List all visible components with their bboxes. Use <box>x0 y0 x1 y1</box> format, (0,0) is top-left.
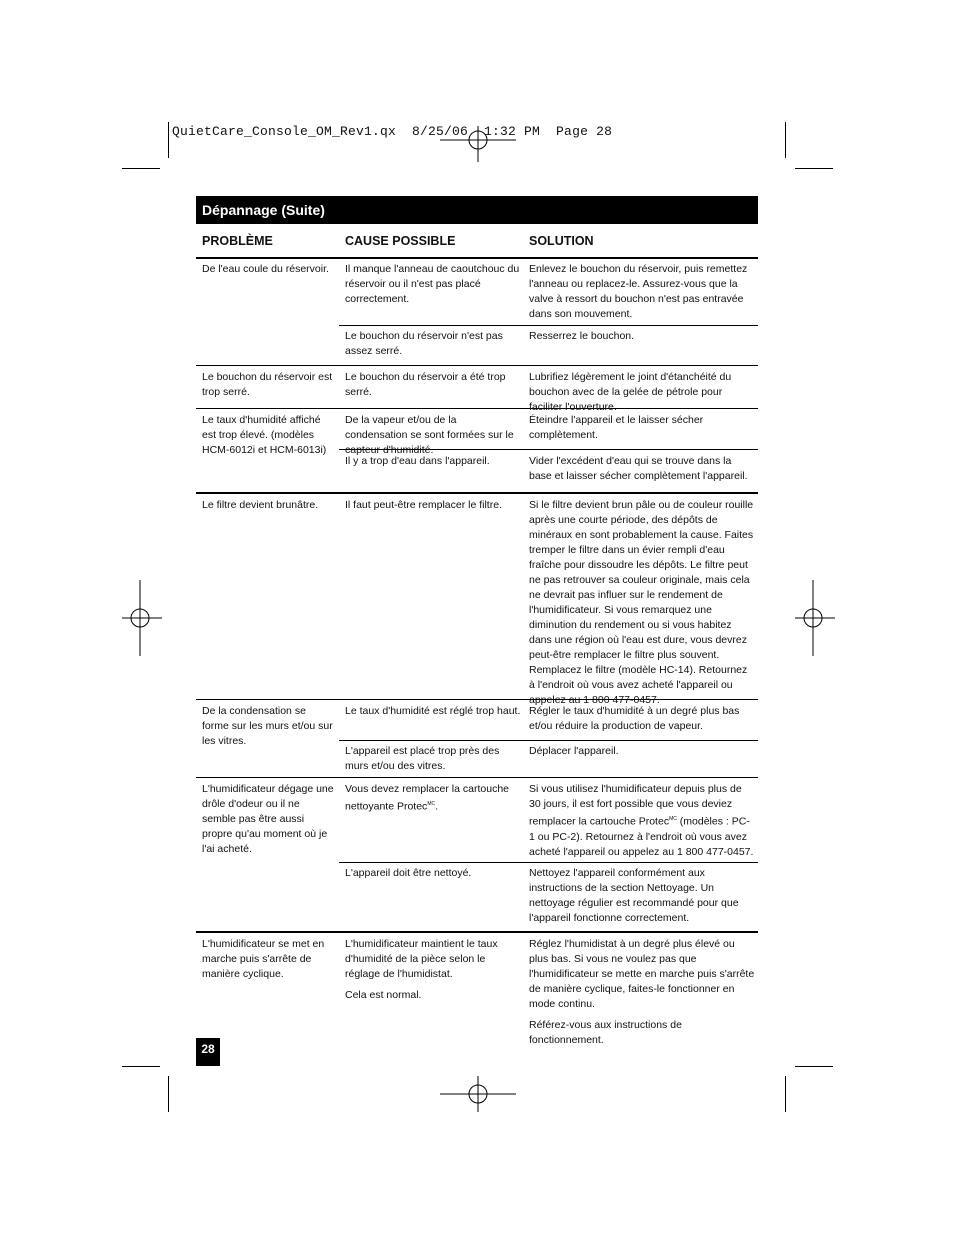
cause-note: Cela est normal. <box>345 989 422 1001</box>
cause-cell: Le taux d'humidité est réglé trop haut. <box>345 705 521 717</box>
solution-cell: Éteindre l'appareil et le laisser sécher complètement. <box>529 414 704 441</box>
table-rule <box>196 257 758 259</box>
cause-text: L'humidificateur maintient le taux d'humidité de la pièce selon le réglage de l'humidistat. <box>345 938 498 980</box>
table-rule <box>339 325 758 326</box>
solution-cell: Enlevez le bouchon du réservoir, puis remettez l'anneau ou replacez-le. Assurez-vous que la valve à ressort du bouchon n'est pas entravée dans son mouvement. <box>529 263 748 320</box>
table-rule <box>196 777 758 778</box>
solution-cell <box>529 937 755 1048</box>
cause-cell: Le bouchon du réservoir a été trop serré. <box>345 371 506 398</box>
cause-cell: De la vapeur et/ou de la condensation se sont formées sur le capteur d'humidité. <box>345 414 514 456</box>
page-number: 28 <box>196 1038 220 1066</box>
cause-cell: L'appareil doit être nettoyé. <box>345 867 472 879</box>
table-rule <box>196 931 758 933</box>
problem-cell: Le filtre devient brunâtre. <box>202 499 319 511</box>
cause-cell <box>345 937 521 1003</box>
column-header-problem: PROBLÈME <box>202 234 273 248</box>
problem-cell: De la condensation se forme sur les murs et/ou sur les vitres. <box>202 705 333 747</box>
cause-cell: Le bouchon du réservoir n'est pas assez serré. <box>345 330 503 357</box>
trademark-mark: MC <box>427 801 436 807</box>
table-rule <box>339 740 758 741</box>
trademark-mark: MC <box>669 816 677 822</box>
solution-cell: Lubrifiez légèrement le joint d'étanchéité du bouchon avec de la gelée de pétrole pour faciliter l'ouverture. <box>529 371 732 413</box>
solution-cell: Vider l'excédent d'eau qui se trouve dans la base et laisser sécher complètement l'appareil. <box>529 455 748 482</box>
solution-cell <box>529 782 755 860</box>
print-slug: QuietCare_Console_OM_Rev1.qx 8/25/06 1:32 PM Page 28 <box>172 124 613 139</box>
registration-mark-icon <box>440 1076 516 1116</box>
solution-text: (modèles : PC-1 ou PC-2). Retournez à l'endroit où vous avez acheté l'appareil ou appelez au 1 800 477-0457. <box>529 815 754 858</box>
table-rule <box>339 862 758 863</box>
crop-mark <box>785 1076 786 1112</box>
crop-mark <box>122 1066 160 1067</box>
table-rule <box>196 365 758 366</box>
cause-cell: Il manque l'anneau de caoutchouc du réservoir ou il n'est pas placé correctement. <box>345 263 520 305</box>
crop-mark <box>168 1076 169 1112</box>
cause-cell: L'appareil est placé trop près des murs et/ou des vitres. <box>345 745 500 772</box>
crop-mark <box>168 122 169 158</box>
table-rule <box>196 492 758 494</box>
cause-cell: Il y a trop d'eau dans l'appareil. <box>345 455 490 467</box>
solution-cell: Nettoyez l'appareil conformément aux instructions de la section Nettoyage. Un nettoyage régulier est recommandé pour que l'appareil fonctionne correctement. <box>529 867 739 924</box>
registration-mark-icon <box>122 580 162 656</box>
solution-text: Si vous utilisez l'humidificateur depuis plus de 30 jours, il est fort possible que vous deviez remplacer la cartouche Protec <box>529 783 742 828</box>
cause-cell: Il faut peut-être remplacer le filtre. <box>345 499 502 511</box>
solution-cell: Régler le taux d'humidité à un degré plus bas et/ou réduire la production de vapeur. <box>529 705 740 732</box>
solution-note: Référez-vous aux instructions de fonctionnement. <box>529 1019 682 1046</box>
section-title: Dépannage (Suite) <box>196 196 758 224</box>
solution-cell: Déplacer l'appareil. <box>529 745 619 757</box>
problem-cell: L'humidificateur dégage une drôle d'odeur ou il ne semble pas être aussi propre qu'au moment où je l'ai acheté. <box>202 783 334 855</box>
problem-cell: L'humidificateur se met en marche puis s'arrête de manière cyclique. <box>202 938 325 980</box>
crop-mark <box>795 1066 833 1067</box>
cause-text: . <box>435 800 439 813</box>
cause-text: Vous devez remplacer la cartouche nettoyante Protec <box>345 783 510 813</box>
problem-cell: Le taux d'humidité affiché est trop élevé. (modèles HCM-6012i et HCM-6013i) <box>202 414 327 456</box>
solution-text: Réglez l'humidistat à un degré plus élevé ou plus bas. Si vous ne voulez pas que l'humidificateur se mette en marche puis s'arrête de manière cyclique, faites-le fonctionner en mode continu. <box>529 938 755 1010</box>
crop-mark <box>785 122 786 158</box>
registration-mark-icon <box>440 122 516 162</box>
solution-cell: Resserrez le bouchon. <box>529 330 635 342</box>
column-header-solution: SOLUTION <box>529 234 594 248</box>
crop-mark <box>122 168 160 169</box>
crop-mark <box>795 168 833 169</box>
column-header-cause: CAUSE POSSIBLE <box>345 234 456 248</box>
problem-cell: De l'eau coule du réservoir. <box>202 263 329 275</box>
problem-cell: Le bouchon du réservoir est trop serré. <box>202 371 333 398</box>
registration-mark-icon <box>795 580 835 656</box>
solution-cell: Si le filtre devient brun pâle ou de couleur rouille après une courte période, des dépôts de minéraux en sont probablement la cause. Faites tremper le filtre dans un évier rempli d'eau fraîche pour dissoudre les dépôts. Le filtre peut ne pas retrouver sa couleur originale, mais cela ne devrait pas influer sur le rendement de l'humidificateur. Si vous remarquez une diminution du rendement ou si vous habitez dans une région où l'eau est dure, vous devrez peut-être remplacer le filtre plus souvent. Remplacez le filtre (modèle HC-14). Retournez à l'endroit où vous avez acheté l'appareil ou appelez au 1 800 477-0457. <box>529 499 754 706</box>
cause-cell <box>345 782 521 815</box>
